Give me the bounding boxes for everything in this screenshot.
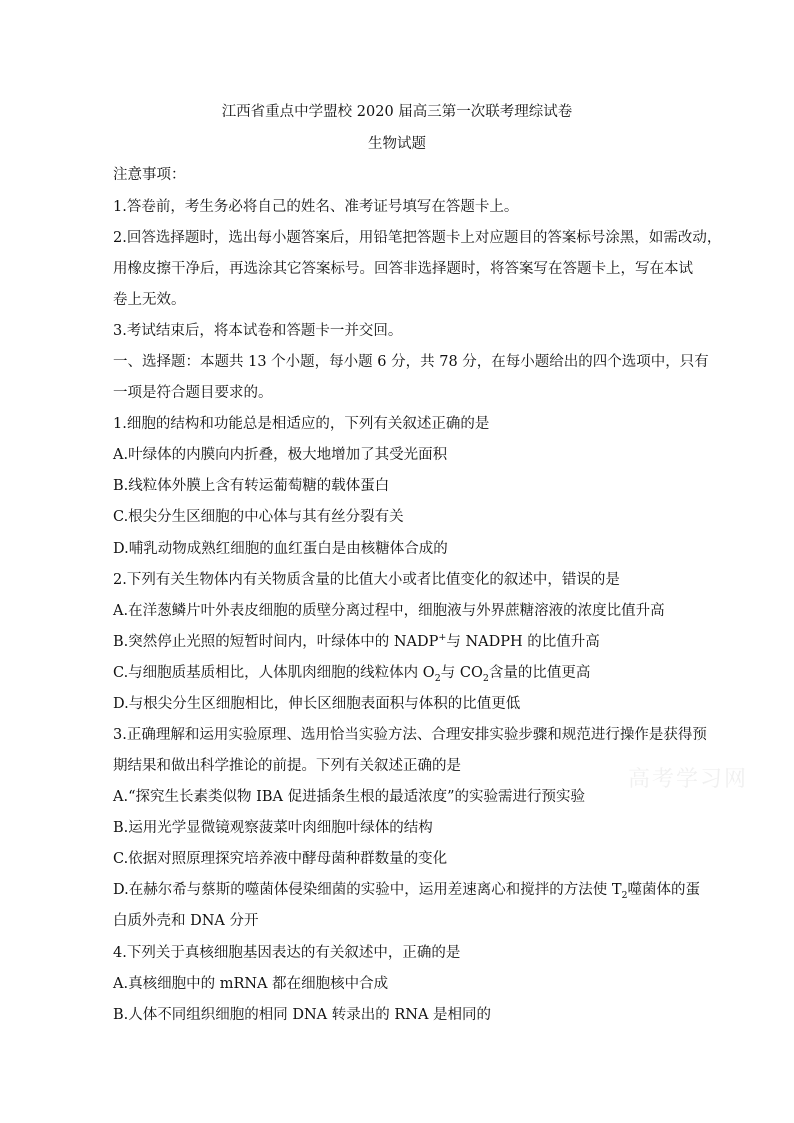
question-3-option-d-line-2: 白质外壳和 DNA 分开 bbox=[113, 913, 259, 929]
question-1-option-a: A.叶绿体的内膜向内折叠，极大地增加了其受光面积 bbox=[113, 447, 448, 463]
question-2-option-c-part-1: C.与细胞质基质相比，人体肌肉细胞的线粒体内 O bbox=[113, 665, 435, 681]
question-3-stem-line-1: 3.正确理解和运用实验原理、选用恰当实验方法、合理安排实验步骤和规范进行操作是获得预 bbox=[113, 727, 707, 743]
subscript-2: 2 bbox=[434, 672, 441, 684]
notice-heading: 注意事项： bbox=[113, 167, 186, 183]
notice-item-2-line-2: 用橡皮擦干净后，再选涂其它答案标号。回答非选择题时，将答案写在答题卡上，写在本试 bbox=[113, 261, 693, 277]
question-2-option-a: A.在洋葱鳞片叶外表皮细胞的质壁分离过程中，细胞液与外界蔗糖溶液的浓度比值升高 bbox=[113, 603, 665, 619]
question-3-option-d-part-1: D.在赫尔希与蔡斯的噬菌体侵染细菌的实验中，运用差速离心和搅拌的方法使 T bbox=[113, 882, 622, 898]
exam-title: 江西省重点中学盟校 2020 届高三第一次联考理综试卷 bbox=[221, 104, 573, 120]
question-1-option-d: D.哺乳动物成熟红细胞的血红蛋白是由核糖体合成的 bbox=[113, 541, 448, 557]
question-4-option-b: B.人体不同组织细胞的相同 DNA 转录出的 RNA 是相同的 bbox=[113, 1007, 492, 1023]
question-2-option-b-part-1: B.突然停止光照的短暂时间内，叶绿体中的 NADP bbox=[113, 634, 439, 650]
question-2-option-c-part-3: 含量的比值更高 bbox=[488, 665, 591, 681]
question-3-option-d-line-1 bbox=[113, 880, 700, 900]
question-4-option-a: A.真核细胞中的 mRNA 都在细胞核中合成 bbox=[113, 976, 389, 992]
section-heading-line-2: 一项是符合题目要求的。 bbox=[113, 385, 273, 401]
notice-item-2-line-3: 卷上无效。 bbox=[113, 292, 186, 308]
question-2-stem: 2.下列有关生物体内有关物质含量的比值大小或者比值变化的叙述中，错误的是 bbox=[113, 572, 620, 588]
question-2-option-c-part-2: 与 CO bbox=[440, 665, 483, 681]
question-3-option-d-part-2: 噬菌体的蛋 bbox=[627, 882, 701, 898]
question-3-option-b: B.运用光学显微镜观察菠菜叶肉细胞叶绿体的结构 bbox=[113, 820, 433, 836]
question-2-option-d: D.与根尖分生区细胞相比，伸长区细胞表面积与体积的比值更低 bbox=[113, 696, 521, 712]
question-3-option-c: C.依据对照原理探究培养液中酵母菌种群数量的变化 bbox=[113, 851, 448, 867]
exam-subtitle: 生物试题 bbox=[368, 136, 426, 152]
subscript-2: 2 bbox=[482, 672, 489, 684]
watermark: 高考学习网 bbox=[628, 767, 749, 792]
section-heading-line-1: 一、选择题：本题共 13 个小题，每小题 6 分，共 78 分，在每小题给出的四个选项中，只有 bbox=[113, 354, 709, 370]
question-2-option-b-part-2: 与 NADPH 的比值升高 bbox=[446, 634, 600, 650]
superscript-plus: + bbox=[438, 632, 447, 644]
subscript-2: 2 bbox=[621, 889, 628, 901]
question-3-option-a: A.“探究生长素类似物 IBA 促进插条生根的最适浓度”的实验需进行预实验 bbox=[113, 789, 585, 805]
question-1-option-b: B.线粒体外膜上含有转运葡萄糖的载体蛋白 bbox=[113, 478, 390, 494]
notice-item-2-line-1: 2.回答选择题时，选出每小题答案后，用铅笔把答题卡上对应题目的答案标号涂黑，如需改动， bbox=[113, 230, 722, 246]
question-2-option-b bbox=[113, 632, 600, 652]
question-1-stem: 1.细胞的结构和功能总是相适应的，下列有关叙述正确的是 bbox=[113, 416, 490, 432]
question-4-stem: 4.下列关于真核细胞基因表达的有关叙述中，正确的是 bbox=[113, 945, 461, 961]
question-2-option-c bbox=[113, 663, 590, 683]
notice-item-1: 1.答卷前，考生务必将自己的姓名、准考证号填写在答题卡上。 bbox=[113, 199, 519, 215]
question-3-stem-line-2: 期结果和做出科学推论的前提。下列有关叙述正确的是 bbox=[113, 758, 461, 774]
question-1-option-c: C.根尖分生区细胞的中心体与其有丝分裂有关 bbox=[113, 509, 404, 525]
notice-item-3: 3.考试结束后，将本试卷和答题卡一并交回。 bbox=[113, 323, 403, 339]
